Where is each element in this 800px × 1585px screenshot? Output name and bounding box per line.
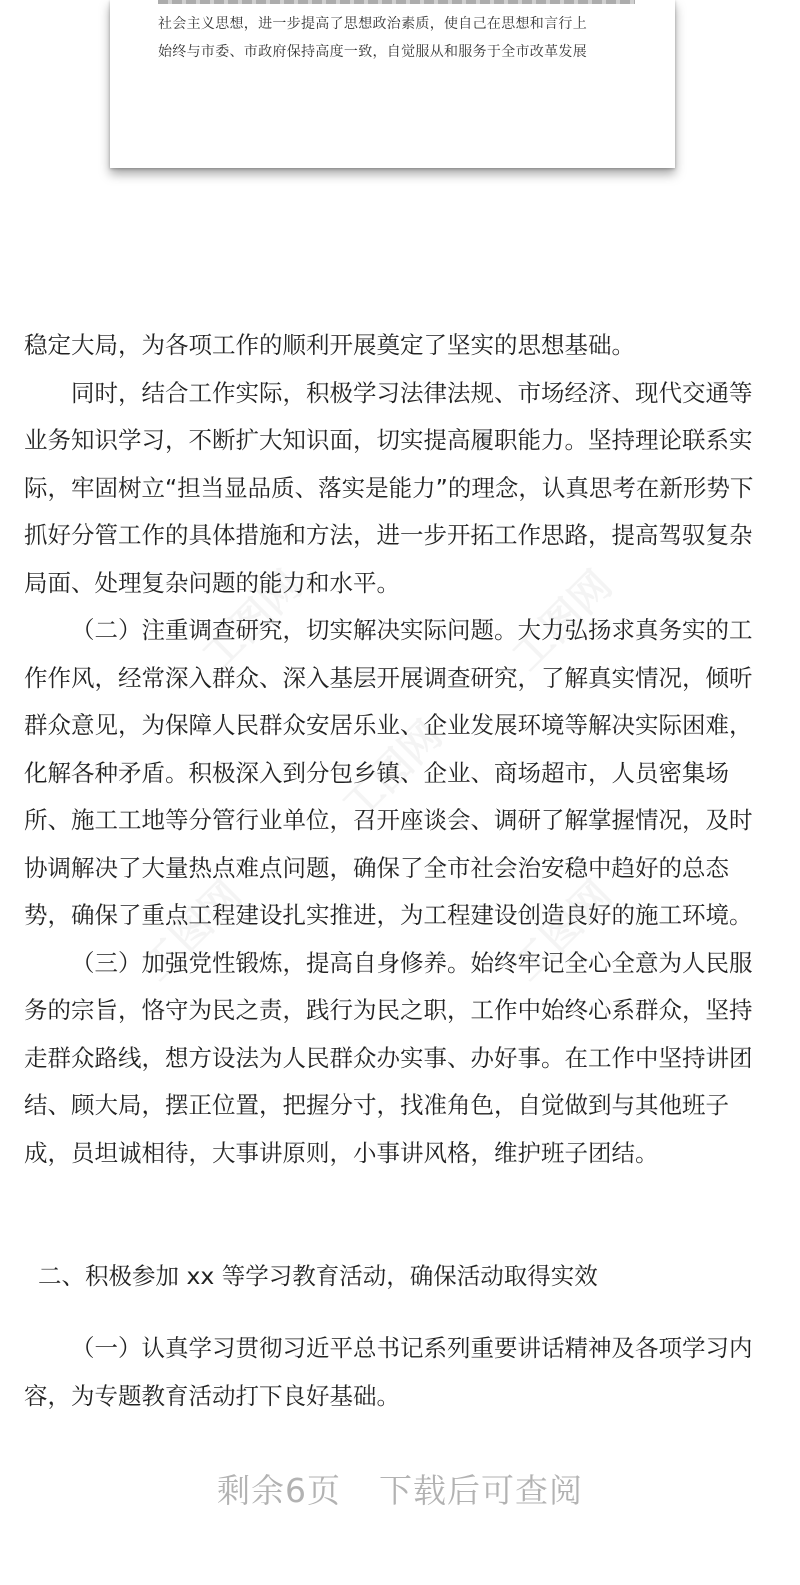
document-body — [24, 322, 772, 1177]
preview-line-1: 社会主义思想，进一步提高了思想政治素质，使自己在思想和言行上 — [158, 16, 587, 32]
remaining-pages-label: 剩余6页 — [217, 1471, 341, 1510]
page-preview-card — [110, 0, 675, 168]
section-heading: 二、积极参加 xx 等学习教育活动，确保活动取得实效 — [38, 1262, 598, 1290]
paragraph: （三）加强党性锻炼，提高自身修养。始终牢记全心全意为人民服务的宗旨，恪守为民之责，践行为民之职，工作中始终心系群众，坚持走群众路线，想方设法为人民群众办实事、办好事。在工作中坚持讲团结、顾大局，摆正位置，把握分寸，找准角色，自觉做到与其他班子成，员坦诚相待，大事讲原则，小事讲风格，维护班子团结。 — [24, 948, 753, 1167]
download-prompt[interactable] — [0, 1467, 800, 1515]
paragraph: （二）注重调查研究，切实解决实际问题。大力弘扬求真务实的工作作风，经常深入群众、深入基层开展调查研究，了解真实情况，倾听群众意见，为保障人民群众安居乐业、企业发展环境等解决实际困难，化解各种矛盾。积极深入到分包乡镇、企业、商场超市，人员密集场所、施工工地等分管行业单位，召开座谈会、调研了解掌握情况，及时协调解决了大量热点难点问题，确保了全市社会治安稳中趋好的总态势，确保了重点工程建设扎实推进，为工程建设创造良好的施工环境。 — [24, 616, 753, 929]
subsection-block — [24, 1325, 772, 1420]
paragraph: （一）认真学习贯彻习近平总书记系列重要讲话精神及各项学习内容，为专题教育活动打下良好基础。 — [24, 1334, 753, 1410]
download-hint-label: 下载后可查阅 — [379, 1471, 583, 1510]
paragraph: 稳定大局，为各项工作的顺利开展奠定了坚实的思想基础。 — [24, 331, 635, 359]
preview-line-2: 始终与市委、市政府保持高度一致，自觉服从和服务于全市改革发展 — [158, 44, 587, 60]
paragraph: 同时，结合工作实际，积极学习法律法规、市场经济、现代交通等业务知识学习，不断扩大知识面，切实提高履职能力。坚持理论联系实际，牢固树立“担当显品质、落实是能力”的理念，认真思考在新形势下抓好分管工作的具体措施和方法，进一步开拓工作思路，提高驾驭复杂局面、处理复杂问题的能力和水平。 — [24, 378, 754, 597]
cropped-text-line — [158, 0, 635, 4]
